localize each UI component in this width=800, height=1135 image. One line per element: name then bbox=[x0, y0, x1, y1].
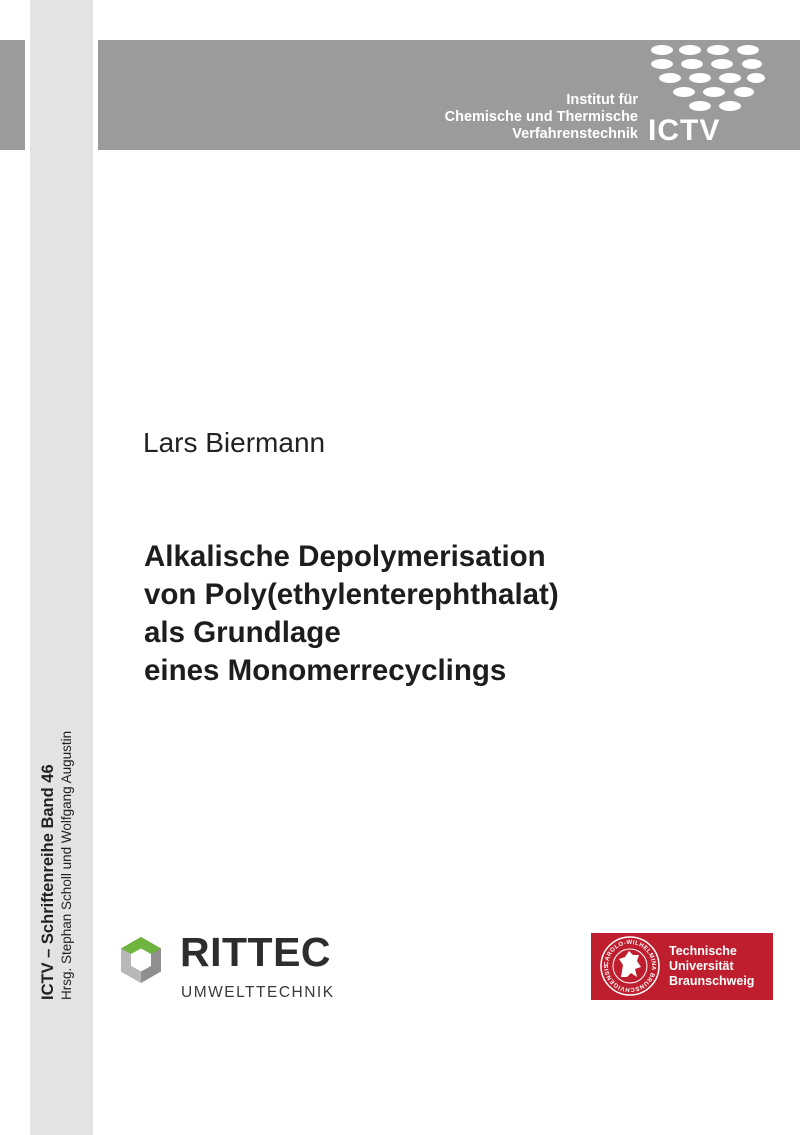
tu-seal-text: CAROLO-WILHELMINA BRUNSCHVIGENSIS bbox=[603, 939, 657, 993]
series-editors: Hrsg. Stephan Scholl und Wolfgang Augustin bbox=[59, 730, 74, 1000]
series-title: ICTV – Schriftenreihe Band 46 bbox=[39, 764, 57, 1000]
title-line-1: Alkalische Depolymerisation bbox=[144, 540, 546, 573]
institute-line-1: Institut für bbox=[566, 92, 638, 108]
tu-line-2: Universität bbox=[669, 959, 734, 973]
left-edge-tab bbox=[0, 40, 25, 150]
institute-name bbox=[338, 92, 638, 143]
spine-text bbox=[38, 640, 76, 1000]
tu-line-3: Braunschweig bbox=[669, 974, 755, 988]
rittec-subtitle: UMWELTTECHNIK bbox=[181, 984, 335, 1001]
tu-braunschweig-logo bbox=[591, 933, 773, 1000]
ictv-logo-text: ICTV bbox=[648, 114, 721, 147]
title-line-4: eines Monomerrecyclings bbox=[144, 654, 507, 687]
tu-name bbox=[669, 944, 754, 989]
tu-line-1: Technische bbox=[669, 944, 737, 958]
book-title bbox=[144, 538, 764, 690]
rittec-hexagon-logo bbox=[118, 935, 164, 985]
institute-line-3: Verfahrenstechnik bbox=[512, 126, 638, 142]
tu-seal-icon bbox=[599, 935, 661, 997]
institute-line-2: Chemische und Thermische bbox=[444, 109, 638, 125]
ictv-dots-logo bbox=[648, 44, 766, 112]
title-line-2: von Poly(ethylenterephthalat) bbox=[144, 578, 559, 611]
rittec-name: RITTEC bbox=[180, 929, 332, 975]
title-line-3: als Grundlage bbox=[144, 616, 341, 649]
book-author: Lars Biermann bbox=[143, 427, 326, 458]
